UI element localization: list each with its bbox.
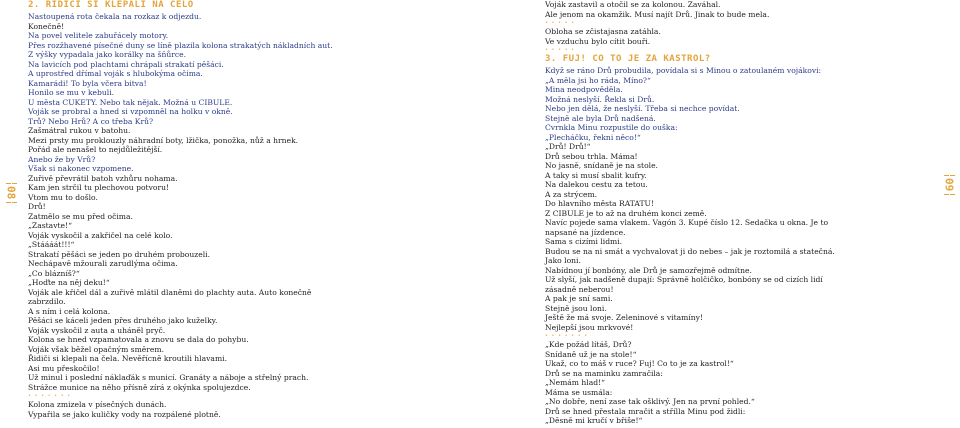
text-line: Možná neslyší. Řekla si Drů. — [545, 94, 655, 104]
text-line: Už slyší, jak nadšeně dupají: Správně holčičko, bonbóny se od cizích lidí — [545, 275, 823, 284]
text-line: Nastoupená rota čekala na rozkaz k odjezdu. — [28, 12, 202, 21]
text-line: Voják vyskočil z auta a uháněl pryč. — [28, 325, 166, 335]
text-line: Když se ráno Drů probudila, povídala si s Minou o zatoulaném vojákovi: — [545, 66, 822, 75]
chapter-heading: 3. FUJ! CO TO JE ZA KASTROL? — [545, 54, 711, 64]
text-line: Mina neodpověděla. — [545, 85, 623, 94]
text-line: U města CUKETY. Nebo tak nějak. Možná u CIBULE. — [28, 97, 233, 107]
text-line: Navíc pojede sama vlakem. Vagón 3. Kupé číslo 12. Sedačka u okna. Je to — [545, 218, 829, 227]
section-separator-stars: • • • • • • • — [545, 333, 589, 339]
text-line: Drů! — [28, 202, 46, 211]
text-line: No jasně, snídaně je na stole. — [545, 161, 658, 170]
text-line: A pak je sní sami. — [545, 294, 613, 303]
text-line: Přes rozžhavené písečné duny se líně plazila kolona strakatých nákladních aut. — [28, 40, 333, 50]
text-line: Zatmělo se mu před očima. — [28, 211, 133, 221]
text-line: Nechápavě mžourali zarudlýma očima. — [28, 259, 178, 268]
chapter-heading: 2. ŘIDIČI SI KLEPALI NA ČELO — [28, 0, 194, 10]
section-separator-stars: • • • • • • • — [28, 393, 72, 399]
text-line: A za strýcem. — [545, 189, 598, 199]
page-number-left-text: 08 — [4, 186, 18, 200]
text-line: Pěšáci se káceli jeden přes druhého jako kuželky. — [28, 316, 218, 325]
section-separator-stars: • • • • • — [545, 20, 576, 26]
text-line: Drů sebou trhla. Máma! — [545, 151, 638, 161]
right-text-column — [545, 0, 835, 426]
text-line: Anebo že by Vrů? — [28, 154, 96, 164]
page-number-right-text: 09 — [942, 178, 956, 192]
page-number-decoration — [944, 194, 955, 195]
text-line: Nabídnou jí bonbóny, ale Drů je samozřejmě odmítne. — [545, 265, 752, 275]
text-line: Ukaž, co to máš v ruce? Fuj! Co to je za kastrol!“ — [545, 359, 734, 368]
text-line: Však si nakonec vzpomene. — [28, 164, 134, 173]
text-line: Řidiči si klepali na čela. Nevěřícně kroutili hlavami. — [28, 354, 228, 363]
text-line: Zašmátral rukou v batohu. — [28, 126, 131, 135]
text-line: Asi mu přeskočilo! — [28, 363, 100, 373]
text-line: Drů se na maminku zamračila: — [545, 368, 663, 378]
text-line: Obloha se zčistajasna zatáhla. — [545, 27, 661, 36]
text-line: „Hoďte na něj deku!“ — [28, 278, 110, 287]
text-line: Nejlepší jsou mrkvové! — [545, 322, 634, 332]
text-line: Do hlavního města RATATU! — [545, 199, 655, 208]
text-line: Honilo se mu v kebuli. — [28, 88, 115, 97]
text-line: Kamarádi! To byla včera bitva! — [28, 78, 147, 88]
text-line: Kam jen strčil tu plechovou potvoru! — [28, 183, 170, 192]
text-line: Ale jenom na okamžik. Musí najít Drů. Jinak to bude mela. — [545, 9, 770, 19]
text-line: Ve vzduchu bylo cítit bouři. — [545, 36, 651, 46]
text-line: „Děsně mi kručí v břiše!“ — [545, 416, 643, 425]
text-line: A taky si musí sbalit kufry. — [545, 170, 647, 180]
text-line: „Kde požád lítáš, Drů? — [545, 340, 632, 349]
text-line: Voják se probral a hned si vzpomněl na holku v okně. — [28, 107, 233, 116]
text-line: Strakatí pěšáci se jeden po druhém probouzeli. — [28, 249, 211, 259]
text-line: napsané na jízdence. — [545, 227, 626, 237]
text-line: Kolona zmizela v písečných dunách. — [28, 400, 167, 409]
text-line: „Nemám hlad!“ — [545, 378, 606, 387]
text-line: zabrzdilo. — [28, 297, 66, 306]
text-line: Zuřivě převrátil batoh vzhůru nohama. — [28, 173, 178, 183]
text-line: Strážce munice na něho přísně zírá z okýnka spolujezdce. — [28, 382, 251, 392]
text-line: Stejně ale byla Drů nadšená. — [545, 113, 656, 123]
text-line: Kolona se hned vzpamatovala a znovu se dala do pohybu. — [28, 335, 249, 344]
text-line: Budou se na ni smát a vychvalovat ji do nebes – jak je roztomilá a statečná. — [545, 246, 835, 256]
page-number-right — [942, 170, 956, 200]
text-line: „A měla jsi ho ráda, Míno?“ — [545, 75, 651, 85]
text-line: Na povel velitele zabuřácely motory. — [28, 31, 169, 40]
text-line: Z výšky vypadala jako korálky na šňůrce. — [28, 50, 187, 59]
text-line: Voják ale křičel dál a zuřivě mlátil dlaněmi do plachty auta. Auto konečně — [28, 287, 312, 297]
text-line: „No dobře, není zase tak ošklivý. Jen na první pohled.“ — [545, 397, 755, 406]
text-line: „Stáááát!!!“ — [28, 240, 75, 249]
text-line: zásadně neberou! — [545, 284, 614, 294]
page-number-decoration — [6, 202, 17, 203]
text-line: „Plecháčku, řekni něco!“ — [545, 132, 641, 142]
left-text-column — [28, 0, 333, 419]
text-line: A s ním i celá kolona. — [28, 306, 111, 316]
text-line: Máma se usmála: — [545, 387, 613, 397]
page-number-left — [4, 178, 18, 208]
text-line: „Zastavte!“ — [28, 221, 72, 230]
page-number-decoration — [944, 175, 955, 176]
text-line: „Drů! Drů!“ — [545, 142, 591, 151]
text-line: „Co blázníš?“ — [28, 268, 80, 278]
text-line: A uprostřed dřímal voják s hlubokýma očima. — [28, 69, 203, 78]
text-line: Snídaně už je na stole!“ — [545, 349, 637, 359]
text-line: Mezi prsty mu proklouzly náhradní boty, lžička, ponožka, nůž a hrnek. — [28, 135, 299, 145]
page-number-decoration — [6, 183, 17, 184]
text-line: Ještě že má svoje. Zeleninové s vitamíny! — [545, 313, 704, 322]
text-line: Pořád ale nenašel to nejdůležitější. — [28, 145, 163, 154]
text-line: Konečně! — [28, 21, 65, 31]
text-line: Drů se hned přestala mračit a střílla Minu pod židli: — [545, 406, 746, 416]
text-line: Jako loni. — [545, 256, 581, 265]
text-line: Voják však běžel opačným směrem. — [28, 344, 165, 354]
text-line: Na dalekou cestu za tetou. — [545, 180, 648, 189]
text-line: Cvrnkla Minu rozpustile do ouška: — [545, 123, 678, 132]
text-line: Nebo jen dělá, že neslyší. Třeba si nechce povídat. — [545, 104, 740, 113]
text-line: Voják zastavil a otočil se za kolonou. Zaváhal. — [545, 0, 721, 9]
text-line: Na lavicích pod plachtami chrápali strakatí pěšáci. — [28, 59, 224, 69]
text-line: Už minul i poslední náklaďák s municí. Granáty a náboje a střelný prach. — [28, 373, 309, 382]
text-line: Vtom mu to došlo. — [28, 192, 98, 202]
text-line: Z CIBULE je to až na druhém konci země. — [545, 208, 707, 218]
text-line: Vypařila se jako kuličky vody na rozpálené plotně. — [28, 409, 221, 419]
section-separator-stars: • • • • • — [545, 47, 576, 53]
text-line: Trů? Nebo Hrů? A co třeba Krů? — [28, 116, 154, 126]
text-line: Stejně jsou loni. — [545, 303, 607, 313]
text-line: Voják vyskočil a zakřičel na celé kolo. — [28, 230, 173, 240]
text-line: Sama s cizími lidmi. — [545, 237, 623, 246]
